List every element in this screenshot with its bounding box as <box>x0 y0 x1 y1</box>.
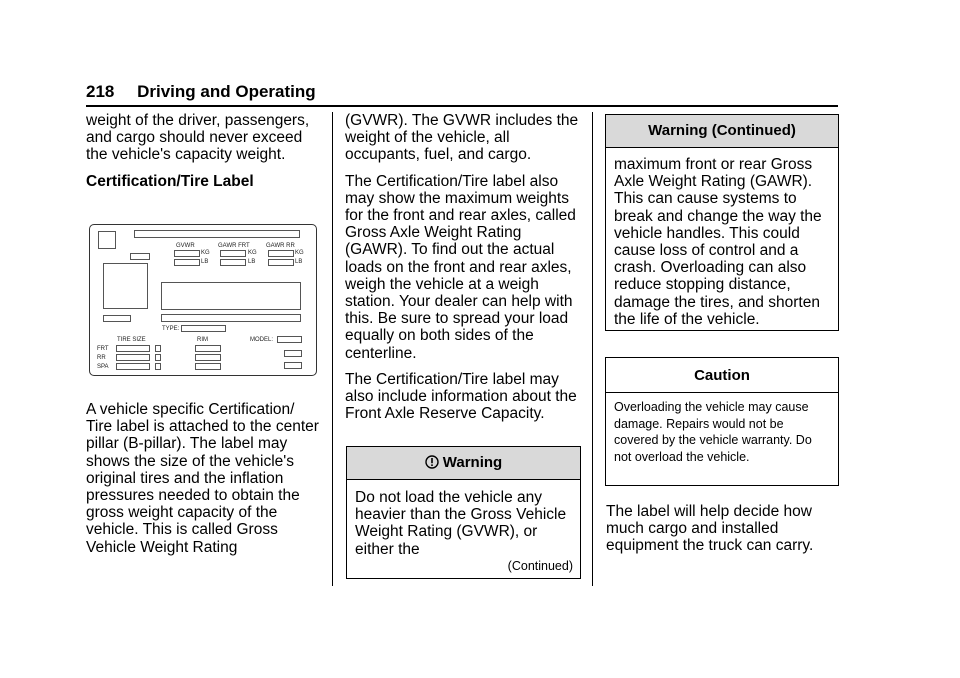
certification-tire-label-illustration <box>89 224 317 376</box>
gawr-rr-kg-unit: KG <box>295 250 304 256</box>
right-field-2 <box>284 362 302 369</box>
caution-title: Caution <box>606 358 838 393</box>
col2-paragraph-3: The Certification/Tire label may also include information about the Front Axle Reserve Capacity. <box>345 370 577 423</box>
gawr-frt-kg-field <box>220 250 246 257</box>
tire-size-caption: TIRE SIZE <box>117 337 146 343</box>
gawr-rr-lb-field <box>268 259 294 266</box>
frt-caption: FRT <box>97 346 109 352</box>
column-divider-1 <box>332 112 333 586</box>
gvwr-kg-unit: KG <box>201 250 210 256</box>
gawr-rr-lb-unit: LB <box>295 259 303 265</box>
label-square-panel <box>103 263 148 309</box>
rim-caption: RIM <box>197 337 208 343</box>
col1-paragraph-1: weight of the driver, passengers, and cargo should never exceed the vehicle's capacity weight. <box>86 112 310 164</box>
gawr-rr-kg-field <box>268 250 294 257</box>
model-caption: MODEL: <box>250 337 274 343</box>
spa-check <box>155 363 161 370</box>
spa-rim-field <box>195 363 221 370</box>
gawr-frt-lb-unit: LB <box>248 259 256 265</box>
continued-label: (Continued) <box>507 559 573 573</box>
column-divider-2 <box>592 112 593 586</box>
rr-caption: RR <box>97 355 106 361</box>
column-1 <box>86 112 321 199</box>
warning-continued-box <box>605 114 839 331</box>
warning-continued-body: maximum front or rear Gross Axle Weight Rating (GAWR). This can cause systems to break and change the way the vehicle handles. This could cause loss of control and a crash. Overloading can also reduce stopping distance, damage the tires, and shorten the life of the vehicle. <box>614 156 822 328</box>
rr-tire-field <box>116 354 150 361</box>
spa-caption: SPA <box>97 364 109 370</box>
rr-check <box>155 354 161 361</box>
warning-continued-title: Warning (Continued) <box>606 115 838 148</box>
spa-tire-field <box>116 363 150 370</box>
header-rule <box>86 105 838 107</box>
warning-header <box>347 447 580 480</box>
caution-body: Overloading the vehicle may cause damage. Repairs would not be covered by the vehicle warranty. Do not overload the vehicle. <box>614 400 812 464</box>
warning-title: Warning <box>442 454 503 471</box>
warning-icon <box>425 455 439 469</box>
warning-box <box>346 446 581 579</box>
rr-rim-field <box>195 354 221 361</box>
gawr-frt-caption: GAWR FRT <box>218 243 250 249</box>
label-left-field <box>103 315 131 322</box>
label-top-bar <box>134 230 300 238</box>
caution-box <box>605 357 839 486</box>
gawr-rr-caption: GAWR RR <box>266 243 295 249</box>
section-title: Driving and Operating <box>137 82 316 101</box>
right-field-1 <box>284 350 302 357</box>
col3-paragraph: The label will help decide how much cargo and installed equipment the truck can carry. <box>606 503 814 555</box>
warning-body: Do not load the vehicle any heavier than the Gross Vehicle Weight Rating (GVWR), or either the <box>355 489 567 558</box>
column-2 <box>345 112 580 431</box>
label-large-panel <box>161 282 301 310</box>
type-caption: TYPE: <box>162 326 180 332</box>
gvwr-caption: GVWR <box>176 243 195 249</box>
gvwr-lb-unit: LB <box>201 259 209 265</box>
gvwr-kg-field <box>174 250 200 257</box>
gvwr-lb-field <box>174 259 200 266</box>
page-header <box>86 82 316 102</box>
model-field <box>277 336 302 343</box>
type-field <box>181 325 226 332</box>
label-logo-box <box>98 231 116 249</box>
col1-paragraph-2: A vehicle specific Certification/ Tire label is attached to the center pillar (B-pillar). The label may shows the size of the vehicle's original tires and the inflation pressures needed to obtain the gross weight capacity of the vehicle. This is called Gross Vehicle Weight Rating <box>86 401 319 556</box>
col2-paragraph-1: (GVWR). The GVWR includes the weight of the vehicle, all occupants, fuel, and cargo. <box>345 112 579 164</box>
frt-check <box>155 345 161 352</box>
cert-label-heading: Certification/Tire Label <box>86 172 254 190</box>
col2-paragraph-2: The Certification/Tire label also may show the maximum weights for the front and rear axles, called Gross Axle Weight Rating (GAWR). To find out the actual loads on the front and rear axles, weigh the vehicle at a weigh station. Your dealer can help with this. Be sure to spread your load equally on both sides of the centerline. <box>345 172 576 362</box>
label-small-field <box>130 253 150 260</box>
column-1-lower <box>86 401 321 565</box>
page-number: 218 <box>86 82 115 101</box>
label-wide-field <box>161 314 301 322</box>
gawr-frt-lb-field <box>220 259 246 266</box>
gawr-frt-kg-unit: KG <box>248 250 257 256</box>
frt-rim-field <box>195 345 221 352</box>
frt-tire-field <box>116 345 150 352</box>
